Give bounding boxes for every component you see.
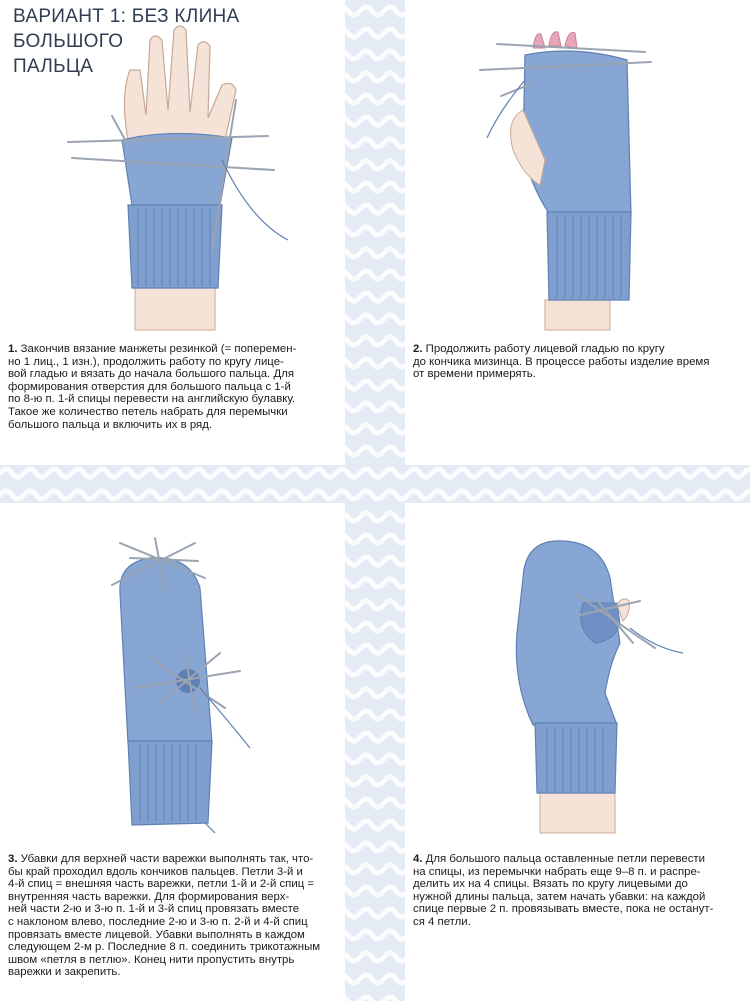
step-2-text <box>413 343 748 381</box>
mitten-thumb-illustration <box>405 503 750 843</box>
step-4-panel <box>405 503 750 1001</box>
title-line: ВАРИАНТ 1: БЕЗ КЛИНА <box>13 6 240 27</box>
step-line: ся 4 петли. <box>413 915 471 928</box>
step-3-text <box>8 853 343 979</box>
mitten-top-decrease-illustration <box>0 503 345 843</box>
step-number: 3. <box>8 853 18 865</box>
step-line: нужной длины пальца, затем начать убавки: на каждой <box>413 890 706 903</box>
step-line: Такое же количество петель набрать для перемычки <box>8 405 288 418</box>
step-1-text <box>8 343 343 431</box>
step-line: бы край проходил вдоль кончиков пальцев. Петли 3-й и <box>8 865 303 878</box>
step-line: 4-й спиц = внешняя часть варежки, петли 1-й и 2-й спиц = <box>8 878 315 891</box>
step-line: до кончика мизинца. В процессе работы изделие время <box>413 355 710 368</box>
step-line: спице первые 2 п. провязывать вместе, пока не останут- <box>413 903 714 916</box>
step-line: на спицы, из перемычки набрать еще 9–8 п. и распре- <box>413 865 701 878</box>
step-line: Для большого пальца оставленные петли перевести <box>425 853 706 865</box>
step-2-panel <box>405 0 750 465</box>
step-line: с наклоном влево, последние 2-ю и 3-ю п. 2-й и 4-й спиц <box>8 915 308 928</box>
step-line: но 1 лиц., 1 изн.), продолжить работу по кругу лице- <box>8 355 284 368</box>
step-line: формирования отверстия для большого пальца с 1-й <box>8 380 291 393</box>
step-number: 4. <box>413 853 423 865</box>
step-line: делить их на 4 спицы. Вязать по кругу лицевыми до <box>413 878 688 891</box>
step-line: ней части 2-ю и 3-ю п. 1-й и 3-й спиц провязать вместе <box>8 903 300 916</box>
step-line: от времени примерять. <box>413 368 536 381</box>
step-line: большого пальца и включить их в ряд. <box>8 418 213 431</box>
step-line: вой гладью и вязать до начала большого пальца. Для <box>8 368 295 381</box>
step-line: провязать вместе лицевой. Убавки выполнять в каждом <box>8 928 305 941</box>
step-line: следующем 2-м р. Последние 8 п. соединить трикотажным <box>8 941 321 954</box>
title-line: БОЛЬШОГО <box>13 31 124 52</box>
step-line: Продолжить работу лицевой гладью по кругу <box>425 343 665 355</box>
step-line: Убавки для верхней части варежки выполнять так, что- <box>20 853 314 865</box>
step-number: 1. <box>8 343 18 355</box>
title-line: ПАЛЬЦА <box>13 56 94 77</box>
step-line: Закончив вязание манжеты резинкой (= поперемен- <box>20 343 297 355</box>
step-line: швом «петля в петлю». Конец нити пропустить внутрь <box>8 953 295 966</box>
step-3-panel <box>0 503 345 1001</box>
step-line: варежки и закрепить. <box>8 966 121 979</box>
page-title <box>13 4 293 79</box>
step-line: по 8-ю п. 1-й спицы перевести на английскую булавку. <box>8 393 296 406</box>
step-line: внутренняя часть варежки. Для формирования верх- <box>8 890 290 903</box>
step-number: 2. <box>413 343 423 355</box>
step-4-text <box>413 853 748 929</box>
mitten-body-illustration <box>405 0 750 340</box>
